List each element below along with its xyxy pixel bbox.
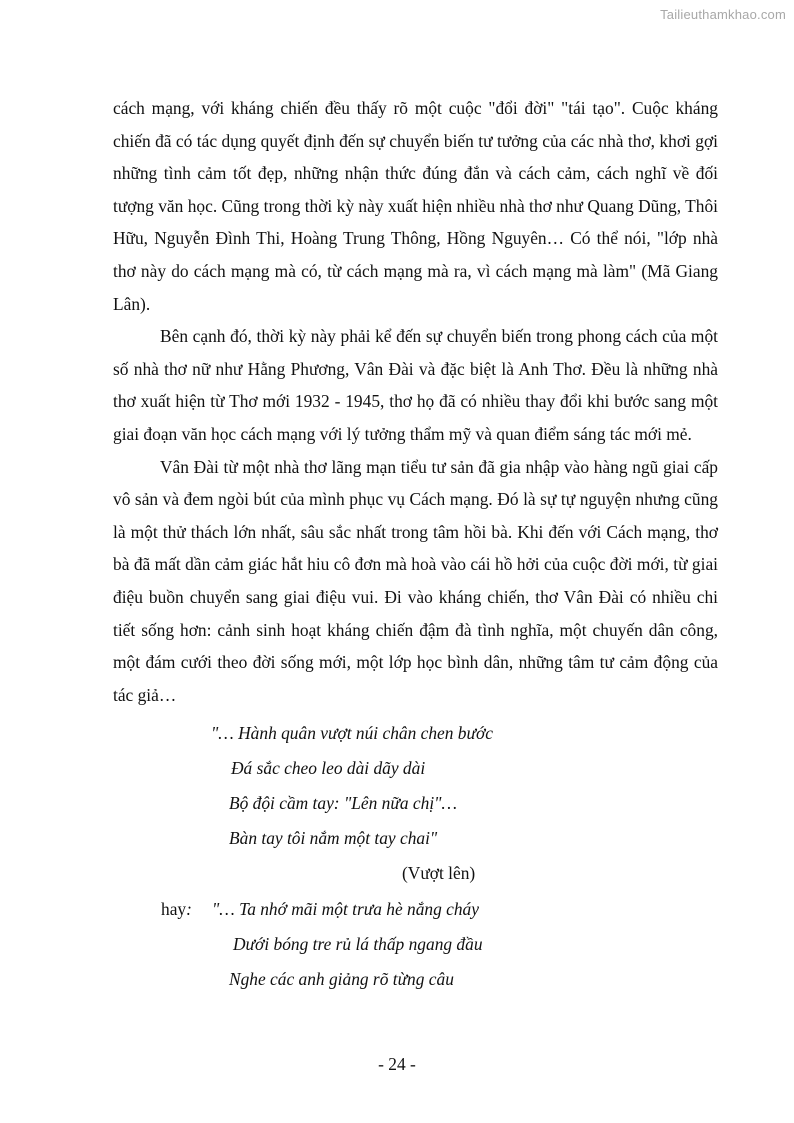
page-number: - 24 -: [378, 1054, 416, 1074]
verse1-line-4: Bàn tay tôi nắm một tay chai": [229, 828, 438, 849]
poem-quotes: [113, 715, 718, 999]
verse1-line-1: "… Hành quân vượt núi chân chen bước: [211, 723, 493, 744]
hay-colon: :: [186, 899, 192, 920]
paragraph-2: Bên cạnh đó, thời kỳ này phải kể đến sự chuyển biến trong phong cách của một số nhà thơ nữ như Hằng Phương, Vân Đài và đặc biệt là Anh Thơ. Đều là những nhà thơ xuất hiện từ Thơ mới 1932 - 1945, thơ họ đã có nhiều thay đổi khi bước sang một giai đoạn văn học cách mạng với lý tưởng thẩm mỹ và quan điểm sáng tác mới mẻ.: [113, 326, 718, 444]
verse2-line-3: Nghe các anh giảng rõ từng câu: [229, 969, 454, 990]
verse1-source: (Vượt lên): [402, 863, 476, 884]
paragraph-3: Vân Đài từ một nhà thơ lãng mạn tiểu tư sản đã gia nhập vào hàng ngũ giai cấp vô sản và đem ngòi bút của mình phục vụ Cách mạng. Đó là sự tự nguyện nhưng cũng là một thử thách lớn nhất, sâu sắc nhất trong tâm hồi bà. Khi đến với Cách mạng, thơ bà đã mất dần cảm giác hắt hiu cô đơn mà hoà vào cái hồ hởi của cuộc đời mới, từ giai điệu buồn chuyển sang giai điệu vui. Đi vào kháng chiến, thơ Vân Đài có nhiều chi tiết sống hơn: cảnh sinh hoạt kháng chiến đậm đà tình nghĩa, một chuyến dân công, một đám cưới theo đời sống mới, một lớp học bình dân, những tâm tư cảm động của tác giả…: [113, 456, 718, 705]
verse2-line-2: Dưới bóng tre rủ lá thấp ngang đầu: [233, 934, 483, 955]
verse1-line-3: Bộ đội cầm tay: "Lên nữa chị"…: [229, 793, 457, 814]
verse1-line-2: Đá sắc cheo leo dài dãy dài: [231, 758, 426, 779]
hay-connector: [161, 899, 192, 919]
document-body: [113, 92, 718, 999]
hay-label: hay: [161, 899, 187, 920]
verse2-line-1: "… Ta nhớ mãi một trưa hè nắng cháy: [212, 899, 479, 920]
watermark: Tailieuthamkhao.com: [660, 7, 786, 22]
paragraph-1: cách mạng, với kháng chiến đều thấy rõ một cuộc "đổi đời" "tái tạo". Cuộc kháng chiến đã có tác dụng quyết định đến sự chuyển biến tư tưởng của các nhà thơ, khơi gợi những tình cảm tốt đẹp, những nhận thức đúng đắn và cách cảm, cách nghĩ về đối tượng văn học. Cũng trong thời kỳ này xuất hiện nhiều nhà thơ như Quang Dũng, Thôi Hữu, Nguyễn Đình Thi, Hoàng Trung Thông, Hồng Nguyên… Có thể nói, "lớp nhà thơ này do cách mạng mà có, từ cách mạng mà ra, vì cách mạng mà làm" (Mã Giang Lân).: [113, 98, 718, 314]
